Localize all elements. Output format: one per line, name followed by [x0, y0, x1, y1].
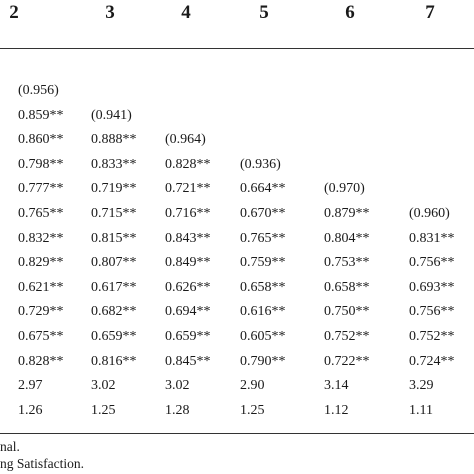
table-cell: 0.617**: [91, 279, 137, 295]
table-cell: 0.682**: [91, 304, 137, 320]
table-row: [0, 377, 474, 401]
table-cell: (0.936): [240, 156, 281, 172]
table-cell: 0.798**: [18, 156, 64, 172]
table-cell: 0.753**: [324, 255, 370, 271]
table-cell: 0.729**: [18, 304, 64, 320]
table-cell: 0.719**: [91, 181, 137, 197]
table-cell: 0.790**: [240, 353, 286, 369]
table-note-1: nal.: [0, 439, 20, 454]
table-note-2: ng Satisfaction.: [0, 456, 84, 471]
table-row: [0, 254, 474, 278]
table-cell: 0.831**: [409, 230, 455, 246]
table-cell: 0.765**: [240, 230, 286, 246]
table-row: [0, 180, 474, 204]
table-cell: 0.843**: [165, 230, 211, 246]
table-cell: 0.724**: [409, 353, 455, 369]
table-cell: 0.807**: [91, 255, 137, 271]
table-cell: 0.694**: [165, 304, 211, 320]
table-cell: 0.756**: [409, 255, 455, 271]
table-cell: 0.860**: [18, 132, 64, 148]
table-cell: 0.765**: [18, 206, 64, 221]
table-cell: 0.879**: [324, 206, 370, 221]
column-header-2: 2: [9, 2, 19, 23]
table-cell: 0.616**: [240, 304, 286, 320]
table-cell: 1.28: [165, 402, 190, 418]
table-cell: 0.659**: [91, 329, 137, 344]
table-cell: 2.90: [240, 378, 265, 394]
table-cell: 0.621**: [18, 279, 64, 295]
table-cell: 0.658**: [324, 279, 370, 295]
table-cell: 1.25: [240, 402, 265, 418]
table-cell: 0.659**: [165, 329, 211, 344]
table-cell: 0.664**: [240, 181, 286, 197]
table-cell: 0.888**: [91, 132, 137, 148]
column-header-5: 5: [259, 2, 269, 23]
table-cell: (0.941): [91, 107, 132, 123]
table-cell: 3.02: [165, 378, 190, 394]
table-cell: 0.849**: [165, 255, 211, 271]
table-cell: 0.752**: [409, 329, 455, 344]
table-cell: (0.960): [409, 206, 450, 221]
table-cell: 1.12: [324, 402, 349, 418]
table-cell: 0.605**: [240, 329, 286, 344]
table-cell: (0.970): [324, 181, 365, 197]
table-cell: 0.626**: [165, 279, 211, 295]
table-cell: 0.828**: [18, 353, 64, 369]
table-cell: 0.832**: [18, 230, 64, 246]
table-cell: (0.964): [165, 132, 206, 148]
column-header-7: 7: [425, 2, 435, 23]
table-cell: (0.956): [18, 83, 59, 98]
table-row: [0, 205, 474, 229]
table-cell: 0.670**: [240, 206, 286, 221]
table-row: [0, 353, 474, 377]
column-header-6: 6: [345, 2, 355, 23]
table-cell: 0.722**: [324, 353, 370, 369]
table-cell: 3.02: [91, 378, 116, 394]
table-cell: 0.845**: [165, 353, 211, 369]
table-row: [0, 303, 474, 327]
table-cell: 0.759**: [240, 255, 286, 271]
table-cell: 1.11: [409, 402, 433, 418]
table-header-row: [0, 0, 474, 30]
table-cell: 0.815**: [91, 230, 137, 246]
table-cell: 0.715**: [91, 206, 137, 221]
table-row: [0, 230, 474, 254]
table-row: [0, 156, 474, 180]
table-top-rule: [0, 48, 474, 49]
table-cell: 0.750**: [324, 304, 370, 320]
table-cell: 0.658**: [240, 279, 286, 295]
column-header-3: 3: [105, 2, 115, 23]
table-cell: 0.756**: [409, 304, 455, 320]
table-row: [0, 131, 474, 155]
table-cell: 2.97: [18, 378, 43, 394]
table-cell: 1.25: [91, 402, 116, 418]
table-cell: 0.675**: [18, 329, 64, 344]
table-cell: 3.14: [324, 378, 349, 394]
table-row: [0, 279, 474, 303]
table-notes: [0, 438, 474, 472]
table-bottom-rule: [0, 433, 474, 434]
table-cell: 0.833**: [91, 156, 137, 172]
table-cell: 0.804**: [324, 230, 370, 246]
table-cell: 0.721**: [165, 181, 211, 197]
table-row: [0, 82, 474, 106]
table-cell: 0.752**: [324, 329, 370, 344]
table-cell: 0.859**: [18, 107, 64, 123]
column-header-4: 4: [181, 2, 191, 23]
table-cell: 0.693**: [409, 279, 455, 295]
table-cell: 0.816**: [91, 353, 137, 369]
table-row: [0, 328, 474, 352]
table-cell: 0.716**: [165, 206, 211, 221]
table-row: [0, 402, 474, 426]
table-cell: 1.26: [18, 402, 43, 418]
table-cell: 0.829**: [18, 255, 64, 271]
table-cell: 0.777**: [18, 181, 64, 197]
table-cell: 3.29: [409, 378, 434, 394]
table-cell: 0.828**: [165, 156, 211, 172]
table-row: [0, 107, 474, 131]
